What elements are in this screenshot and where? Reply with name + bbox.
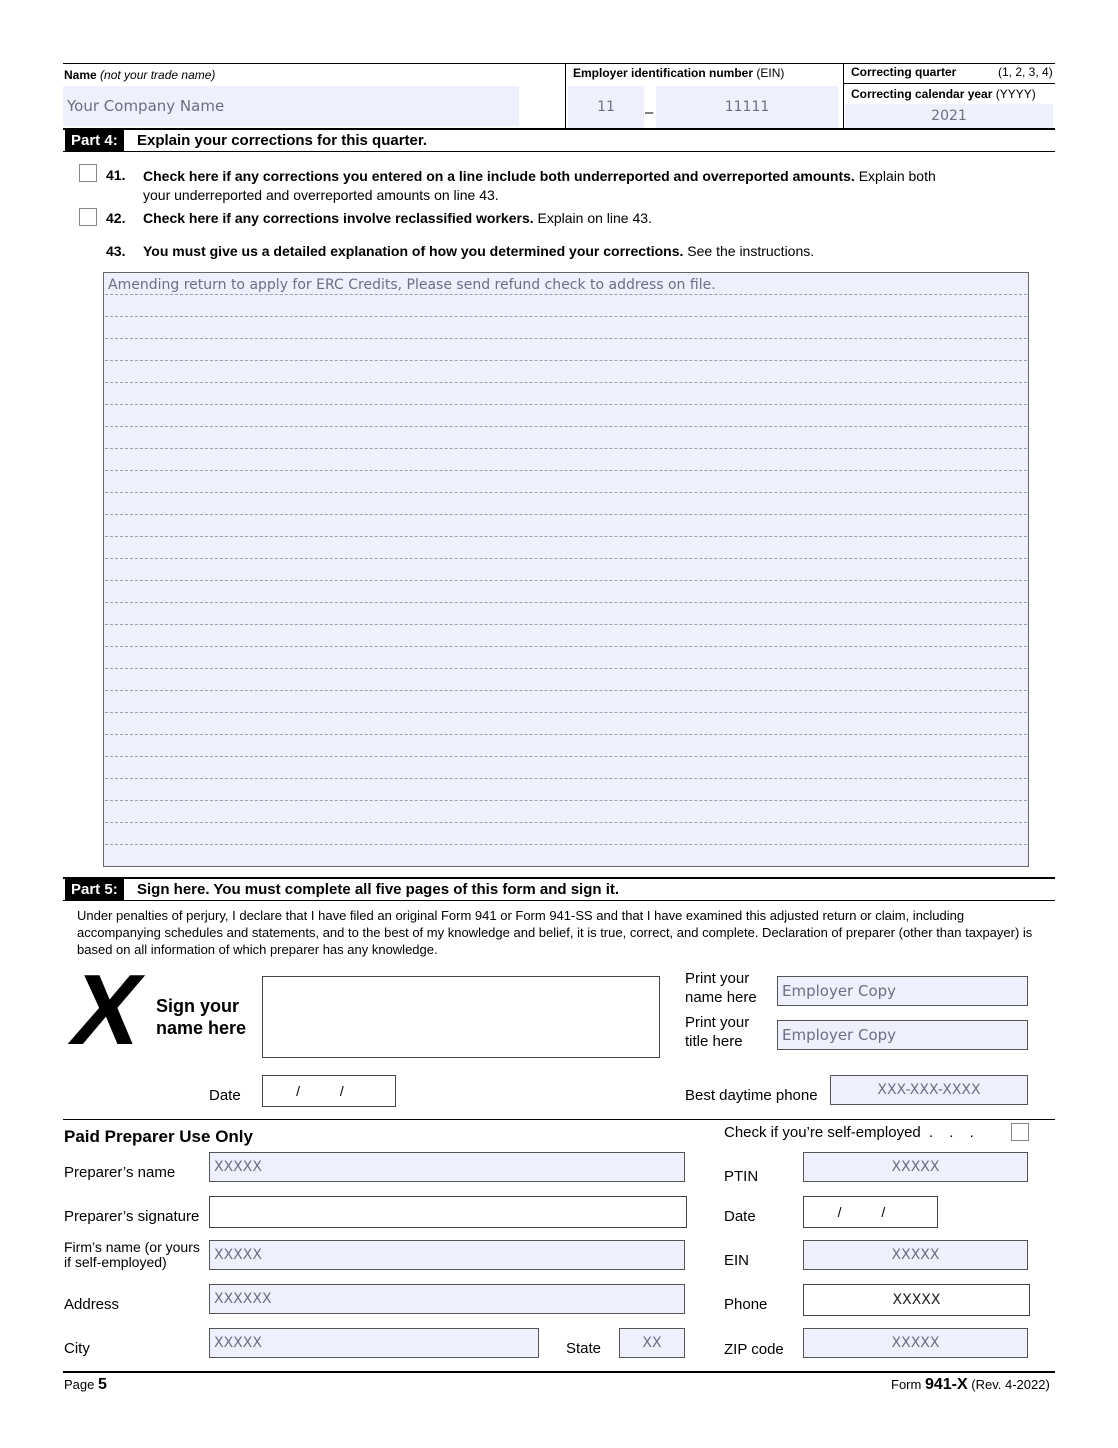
print-title-label-line2: title here: [685, 1033, 743, 1050]
explanation-ruled-line: [105, 844, 1027, 845]
city-field[interactable]: XXXXX: [209, 1328, 539, 1358]
print-title-label: [685, 1013, 749, 1051]
explanation-ruled-line: [105, 294, 1027, 295]
line43-text: [143, 243, 814, 259]
ein-label-rest: (EIN): [756, 66, 785, 80]
part4-title: Explain your corrections for this quarter.: [137, 132, 428, 149]
page-number: [64, 1376, 107, 1394]
line41-checkbox[interactable]: [79, 164, 97, 182]
explanation-ruled-line: [105, 470, 1027, 471]
preparer-ein-field[interactable]: XXXXX: [803, 1240, 1028, 1270]
explanation-ruled-line: [105, 514, 1027, 515]
part4-label: Part 4:: [65, 130, 124, 151]
name-field[interactable]: Your Company Name: [63, 86, 519, 126]
line42-checkbox[interactable]: [79, 208, 97, 226]
line42-number: 42.: [106, 210, 126, 226]
self-employed-checkbox[interactable]: [1011, 1123, 1029, 1141]
year-field[interactable]: 2021: [845, 104, 1053, 128]
firm-name-label-line2: if self-employed): [64, 1254, 167, 1270]
zip-label: ZIP code: [724, 1341, 784, 1358]
address-field[interactable]: XXXXXX: [209, 1284, 685, 1314]
explanation-ruled-line: [105, 602, 1027, 603]
phone-label: Best daytime phone: [685, 1087, 818, 1104]
preparer-signature-field[interactable]: [209, 1196, 687, 1228]
phone-field[interactable]: XXX-XXX-XXXX: [830, 1075, 1028, 1105]
line41-text: [143, 167, 1013, 205]
explanation-ruled-line: [105, 316, 1027, 317]
print-name-label-line2: name here: [685, 989, 757, 1006]
name-label-bold: Name: [64, 68, 97, 82]
zip-field[interactable]: XXXXX: [803, 1328, 1028, 1358]
year-label-bold: Correcting calendar year: [851, 87, 993, 101]
address-label: Address: [64, 1296, 120, 1313]
line43-bold: You must give us a detailed explanation of how you determined your corrections.: [143, 243, 684, 259]
city-label: City: [64, 1340, 90, 1357]
firm-name-label: [64, 1240, 200, 1270]
preparer-name-field[interactable]: XXXXX: [209, 1152, 685, 1182]
sign-name-label-line1: Sign your: [156, 996, 240, 1016]
preparer-heading: Paid Preparer Use Only: [64, 1127, 253, 1146]
explanation-ruled-line: [105, 668, 1027, 669]
part5-label: Part 5:: [65, 879, 124, 900]
ein-label-bold: Employer identification number: [573, 66, 754, 80]
self-employed-text: Check if you’re self-employed: [724, 1124, 921, 1141]
explanation-ruled-line: [105, 536, 1027, 537]
part5-title: Sign here. You must complete all five pages of this form and sign it.: [137, 881, 620, 898]
explanation-ruled-line: [105, 646, 1027, 647]
sign-date-label: Date: [209, 1087, 241, 1104]
explanation-ruled-line: [105, 690, 1027, 691]
explanation-ruled-line: [105, 360, 1027, 361]
year-label: [851, 87, 1036, 101]
explanation-ruled-line: [105, 734, 1027, 735]
firm-name-label-line1: Firm’s name (or yours: [64, 1239, 200, 1255]
preparer-signature-label: Preparer’s signature: [64, 1208, 200, 1225]
page-number-value: 5: [98, 1376, 107, 1393]
explanation-ruled-line: [105, 426, 1027, 427]
line42-text: [143, 210, 652, 226]
form-identifier: [891, 1376, 1050, 1394]
explanation-ruled-line: [105, 778, 1027, 779]
name-label-italic: (not your trade name): [100, 68, 216, 82]
explanation-ruled-line: [105, 492, 1027, 493]
ptin-field[interactable]: XXXXX: [803, 1152, 1028, 1182]
line43-number: 43.: [106, 243, 126, 259]
explanation-ruled-line: [105, 756, 1027, 757]
quarter-label: Correcting quarter: [851, 65, 957, 79]
page-label: Page: [64, 1377, 95, 1392]
firm-name-field[interactable]: XXXXX: [209, 1240, 685, 1270]
state-field[interactable]: XX: [619, 1328, 685, 1358]
explanation-ruled-line: [105, 338, 1027, 339]
explanation-ruled-line: [105, 712, 1027, 713]
line41-number: 41.: [106, 167, 126, 183]
ein-label: [573, 66, 784, 80]
ein-dash: –: [645, 104, 654, 121]
signature-field[interactable]: [262, 976, 660, 1058]
explanation-ruled-line: [105, 624, 1027, 625]
preparer-ein-label: EIN: [724, 1252, 750, 1269]
form-number: 941-X: [924, 1376, 968, 1393]
print-name-field[interactable]: Employer Copy: [777, 976, 1028, 1006]
ein-part2-field[interactable]: 11111: [656, 86, 838, 128]
preparer-phone-label: Phone: [724, 1296, 768, 1313]
sign-name-label: [156, 995, 246, 1039]
explanation-ruled-line: [105, 580, 1027, 581]
self-employed-dots: . . .: [928, 1124, 980, 1141]
ptin-label: PTIN: [724, 1168, 759, 1185]
form-revision: (Rev. 4-2022): [971, 1377, 1050, 1392]
state-label: State: [566, 1340, 602, 1357]
preparer-date-label: Date: [724, 1208, 756, 1225]
ein-part1-field[interactable]: 11: [568, 86, 644, 128]
quarter-hint: (1, 2, 3, 4): [998, 65, 1053, 79]
line42-rest: Explain on line 43.: [537, 210, 652, 226]
preparer-name-label: Preparer’s name: [64, 1164, 176, 1181]
name-label: [64, 68, 215, 82]
preparer-phone-field[interactable]: XXXXX: [803, 1284, 1030, 1316]
year-hint: (YYYY): [995, 87, 1036, 101]
explanation-text: Amending return to apply for ERC Credits, Please send refund check to address on file.: [108, 277, 716, 293]
line41-cont: your underreported and overreported amounts on line 43.: [143, 187, 499, 203]
line43-rest: See the instructions.: [687, 243, 815, 259]
perjury-statement: Under penalties of perjury, I declare that I have filed an original Form 941 or Form 941-SS and that I have examined this adjusted return or claim, including accompanying schedules and statements, and to the best of my knowledge and belief, it is true, correct, and complete. Declaration of preparer (other than taxpayer) is based on all information of which preparer has any knowledge.: [77, 908, 1033, 957]
quarter-checkbox-area: [843, 63, 987, 83]
explanation-ruled-line: [105, 382, 1027, 383]
print-title-label-line1: Print your: [685, 1014, 750, 1031]
form-label: Form: [891, 1377, 922, 1392]
explanation-ruled-line: [105, 558, 1027, 559]
print-title-field[interactable]: Employer Copy: [777, 1020, 1028, 1050]
print-name-label-line1: Print your: [685, 970, 750, 987]
sign-date-field[interactable]: / /: [262, 1075, 396, 1107]
line41-bold: Check here if any corrections you entered on a line include both underreported and overreported amounts.: [143, 168, 855, 184]
sign-name-label-line2: name here: [156, 1018, 247, 1038]
explanation-ruled-line: [105, 448, 1027, 449]
print-name-label: [685, 969, 757, 1007]
self-employed-label: [724, 1124, 980, 1141]
explanation-ruled-line: [105, 822, 1027, 823]
sign-x-mark: X: [62, 954, 153, 1066]
preparer-date-field[interactable]: / /: [803, 1196, 938, 1228]
line41-rest: Explain both: [858, 168, 936, 184]
line42-bold: Check here if any corrections involve reclassified workers.: [143, 210, 534, 226]
explanation-ruled-line: [105, 800, 1027, 801]
explanation-ruled-line: [105, 404, 1027, 405]
